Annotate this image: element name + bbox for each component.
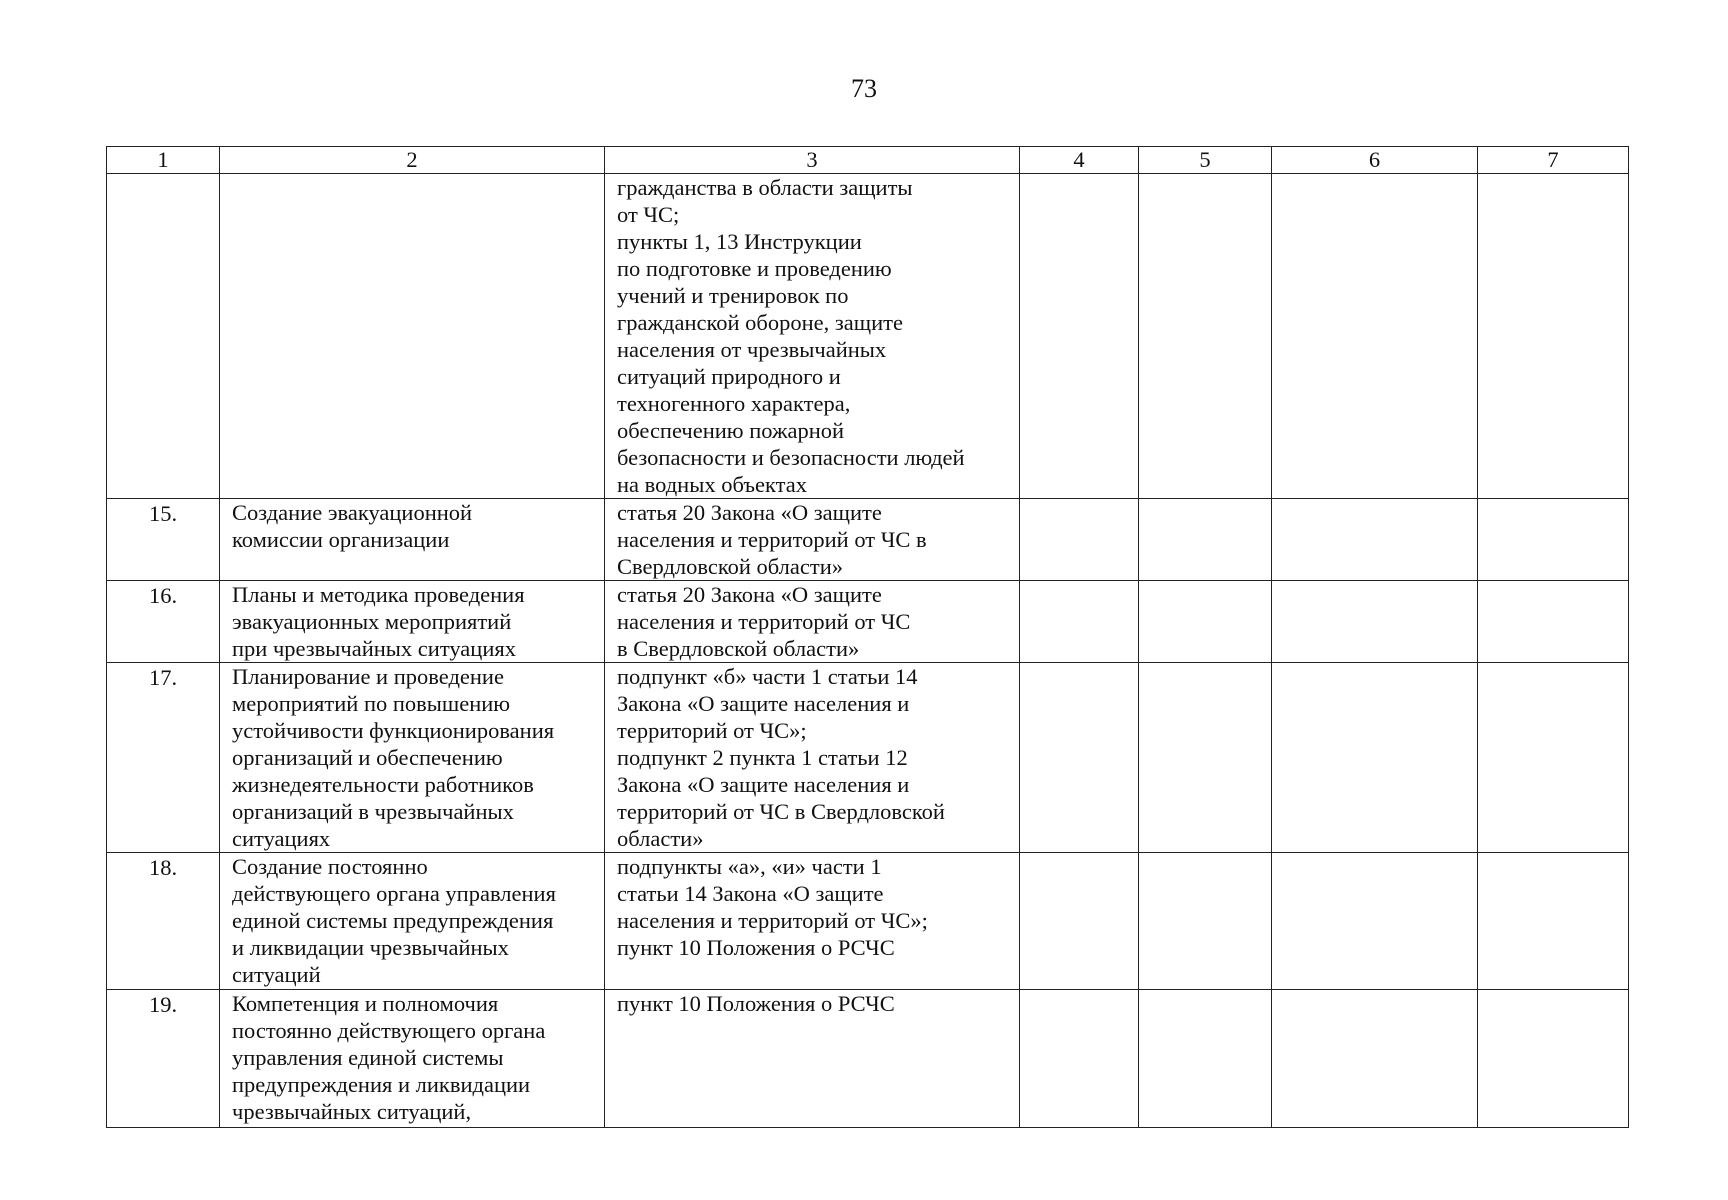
cell-text-line: Планы и методика проведения bbox=[232, 582, 525, 607]
cell-text-line: подпункт 2 пункта 1 статьи 12 bbox=[617, 745, 908, 770]
cell-text-line: техногенного характера, bbox=[617, 391, 851, 416]
row-number: 18. bbox=[107, 853, 220, 990]
cell-text-line: на водных объектах bbox=[617, 472, 807, 497]
empty-cell-col-5 bbox=[1139, 663, 1272, 853]
empty-cell-col-4 bbox=[1020, 990, 1139, 1128]
cell-text-line: ситуациях bbox=[232, 826, 331, 851]
cell-text-line: безопасности и безопасности людей bbox=[617, 445, 965, 470]
empty-cell-col-7 bbox=[1478, 853, 1629, 990]
empty-cell-col-7 bbox=[1478, 174, 1629, 499]
cell-text-line: пункт 10 Положения о РСЧС bbox=[617, 991, 895, 1016]
cell-text-line: действующего органа управления bbox=[232, 881, 556, 906]
header-col-1: 1 bbox=[107, 147, 220, 174]
cell-text-line: подпункт «б» части 1 статьи 14 bbox=[617, 664, 918, 689]
cell-text-line: территорий от ЧС»; bbox=[617, 718, 807, 743]
table-row bbox=[107, 581, 1629, 663]
cell-text-line: пункт 10 Положения о РСЧС bbox=[617, 935, 895, 960]
cell-text-line: населения и территорий от ЧС»; bbox=[617, 908, 928, 933]
empty-cell-col-7 bbox=[1478, 663, 1629, 853]
cell-text-line: постоянно действующего органа bbox=[232, 1018, 546, 1043]
empty-cell-col-6 bbox=[1272, 990, 1478, 1128]
cell-text-line: области» bbox=[617, 826, 704, 851]
legal-basis-cell bbox=[605, 174, 1020, 499]
cell-text-line: территорий от ЧС в Свердловской bbox=[617, 799, 945, 824]
requirement-cell bbox=[220, 581, 605, 663]
table-row bbox=[107, 663, 1629, 853]
empty-cell-col-5 bbox=[1139, 853, 1272, 990]
requirement-cell bbox=[220, 499, 605, 581]
empty-cell-col-7 bbox=[1478, 990, 1629, 1128]
cell-text-line: статьи 14 Закона «О защите bbox=[617, 881, 884, 906]
table-row bbox=[107, 990, 1629, 1128]
cell-text-line: гражданства в области защиты bbox=[617, 175, 913, 200]
cell-text-line: Закона «О защите населения и bbox=[617, 691, 910, 716]
empty-cell-col-7 bbox=[1478, 581, 1629, 663]
cell-text-line: Создание эвакуационной bbox=[232, 500, 473, 525]
cell-text-line: от ЧС; bbox=[617, 202, 680, 227]
cell-text-line: населения и территорий от ЧС в bbox=[617, 527, 927, 552]
empty-cell-col-5 bbox=[1139, 990, 1272, 1128]
cell-text-line: Свердловской области» bbox=[617, 554, 844, 579]
table-row bbox=[107, 853, 1629, 990]
empty-cell-col-5 bbox=[1139, 581, 1272, 663]
legal-basis-cell bbox=[605, 663, 1020, 853]
empty-cell-col-6 bbox=[1272, 581, 1478, 663]
row-number: 15. bbox=[107, 499, 220, 581]
cell-text-line: Создание постоянно bbox=[232, 854, 428, 879]
cell-text-line: пункты 1, 13 Инструкции bbox=[617, 229, 862, 254]
page-number: 73 bbox=[851, 74, 877, 103]
cell-text-line: комиссии организации bbox=[232, 527, 450, 552]
cell-text-line: предупреждения и ликвидации bbox=[232, 1072, 531, 1097]
table-row bbox=[107, 499, 1629, 581]
cell-text-line: и ликвидации чрезвычайных bbox=[232, 935, 509, 960]
empty-cell-col-6 bbox=[1272, 174, 1478, 499]
empty-cell-col-4 bbox=[1020, 853, 1139, 990]
cell-text-line: подпункты «а», «и» части 1 bbox=[617, 854, 882, 879]
cell-text-line: организаций в чрезвычайных bbox=[232, 799, 514, 824]
legal-basis-cell bbox=[605, 499, 1020, 581]
cell-text-line: Компетенция и полномочия bbox=[232, 991, 499, 1016]
cell-text-line: мероприятий по повышению bbox=[232, 691, 511, 716]
cell-text-line: чрезвычайных ситуаций, bbox=[232, 1099, 472, 1124]
cell-text-line: в Свердловской области» bbox=[617, 636, 860, 661]
cell-text-line: статья 20 Закона «О защите bbox=[617, 582, 882, 607]
cell-text-line: ситуаций природного и bbox=[617, 364, 841, 389]
row-number: 16. bbox=[107, 581, 220, 663]
empty-cell-col-5 bbox=[1139, 499, 1272, 581]
requirement-cell bbox=[220, 853, 605, 990]
cell-text-line: по подготовке и проведению bbox=[617, 256, 892, 281]
cell-text-line: учений и тренировок по bbox=[617, 283, 849, 308]
header-col-3: 3 bbox=[605, 147, 1020, 174]
header-col-6: 6 bbox=[1272, 147, 1478, 174]
requirement-cell bbox=[220, 990, 605, 1128]
cell-text-line: единой системы предупреждения bbox=[232, 908, 554, 933]
cell-text-line: обеспечению пожарной bbox=[617, 418, 845, 443]
cell-text-line: управления единой системы bbox=[232, 1045, 504, 1070]
requirement-cell bbox=[220, 174, 605, 499]
cell-text-line: ситуаций bbox=[232, 962, 321, 987]
row-number: 19. bbox=[107, 990, 220, 1128]
header-col-4: 4 bbox=[1020, 147, 1139, 174]
legal-basis-cell bbox=[605, 990, 1020, 1128]
empty-cell-col-7 bbox=[1478, 499, 1629, 581]
requirement-cell bbox=[220, 663, 605, 853]
legal-basis-cell bbox=[605, 853, 1020, 990]
cell-text-line: жизнедеятельности работников bbox=[232, 772, 534, 797]
requirements-table bbox=[106, 146, 1629, 1128]
cell-text-line: организаций и обеспечению bbox=[232, 745, 503, 770]
header-col-2: 2 bbox=[220, 147, 605, 174]
row-number: 17. bbox=[107, 663, 220, 853]
header-col-7: 7 bbox=[1478, 147, 1629, 174]
table-body bbox=[107, 174, 1629, 1128]
empty-cell-col-4 bbox=[1020, 174, 1139, 499]
header-row bbox=[107, 147, 1629, 174]
empty-cell-col-4 bbox=[1020, 499, 1139, 581]
row-number bbox=[107, 174, 220, 499]
cell-text-line: при чрезвычайных ситуациях bbox=[232, 636, 516, 661]
empty-cell-col-6 bbox=[1272, 499, 1478, 581]
cell-text-line: эвакуационных мероприятий bbox=[232, 609, 512, 634]
cell-text-line: населения и территорий от ЧС bbox=[617, 609, 911, 634]
table-row bbox=[107, 174, 1629, 499]
empty-cell-col-6 bbox=[1272, 853, 1478, 990]
empty-cell-col-4 bbox=[1020, 663, 1139, 853]
header-col-5: 5 bbox=[1139, 147, 1272, 174]
empty-cell-col-6 bbox=[1272, 663, 1478, 853]
cell-text-line: Закона «О защите населения и bbox=[617, 772, 910, 797]
cell-text-line: статья 20 Закона «О защите bbox=[617, 500, 882, 525]
cell-text-line: гражданской обороне, защите bbox=[617, 310, 903, 335]
cell-text-line: Планирование и проведение bbox=[232, 664, 504, 689]
empty-cell-col-4 bbox=[1020, 581, 1139, 663]
legal-basis-cell bbox=[605, 581, 1020, 663]
cell-text-line: устойчивости функционирования bbox=[232, 718, 555, 743]
cell-text-line: населения от чрезвычайных bbox=[617, 337, 887, 362]
empty-cell-col-5 bbox=[1139, 174, 1272, 499]
